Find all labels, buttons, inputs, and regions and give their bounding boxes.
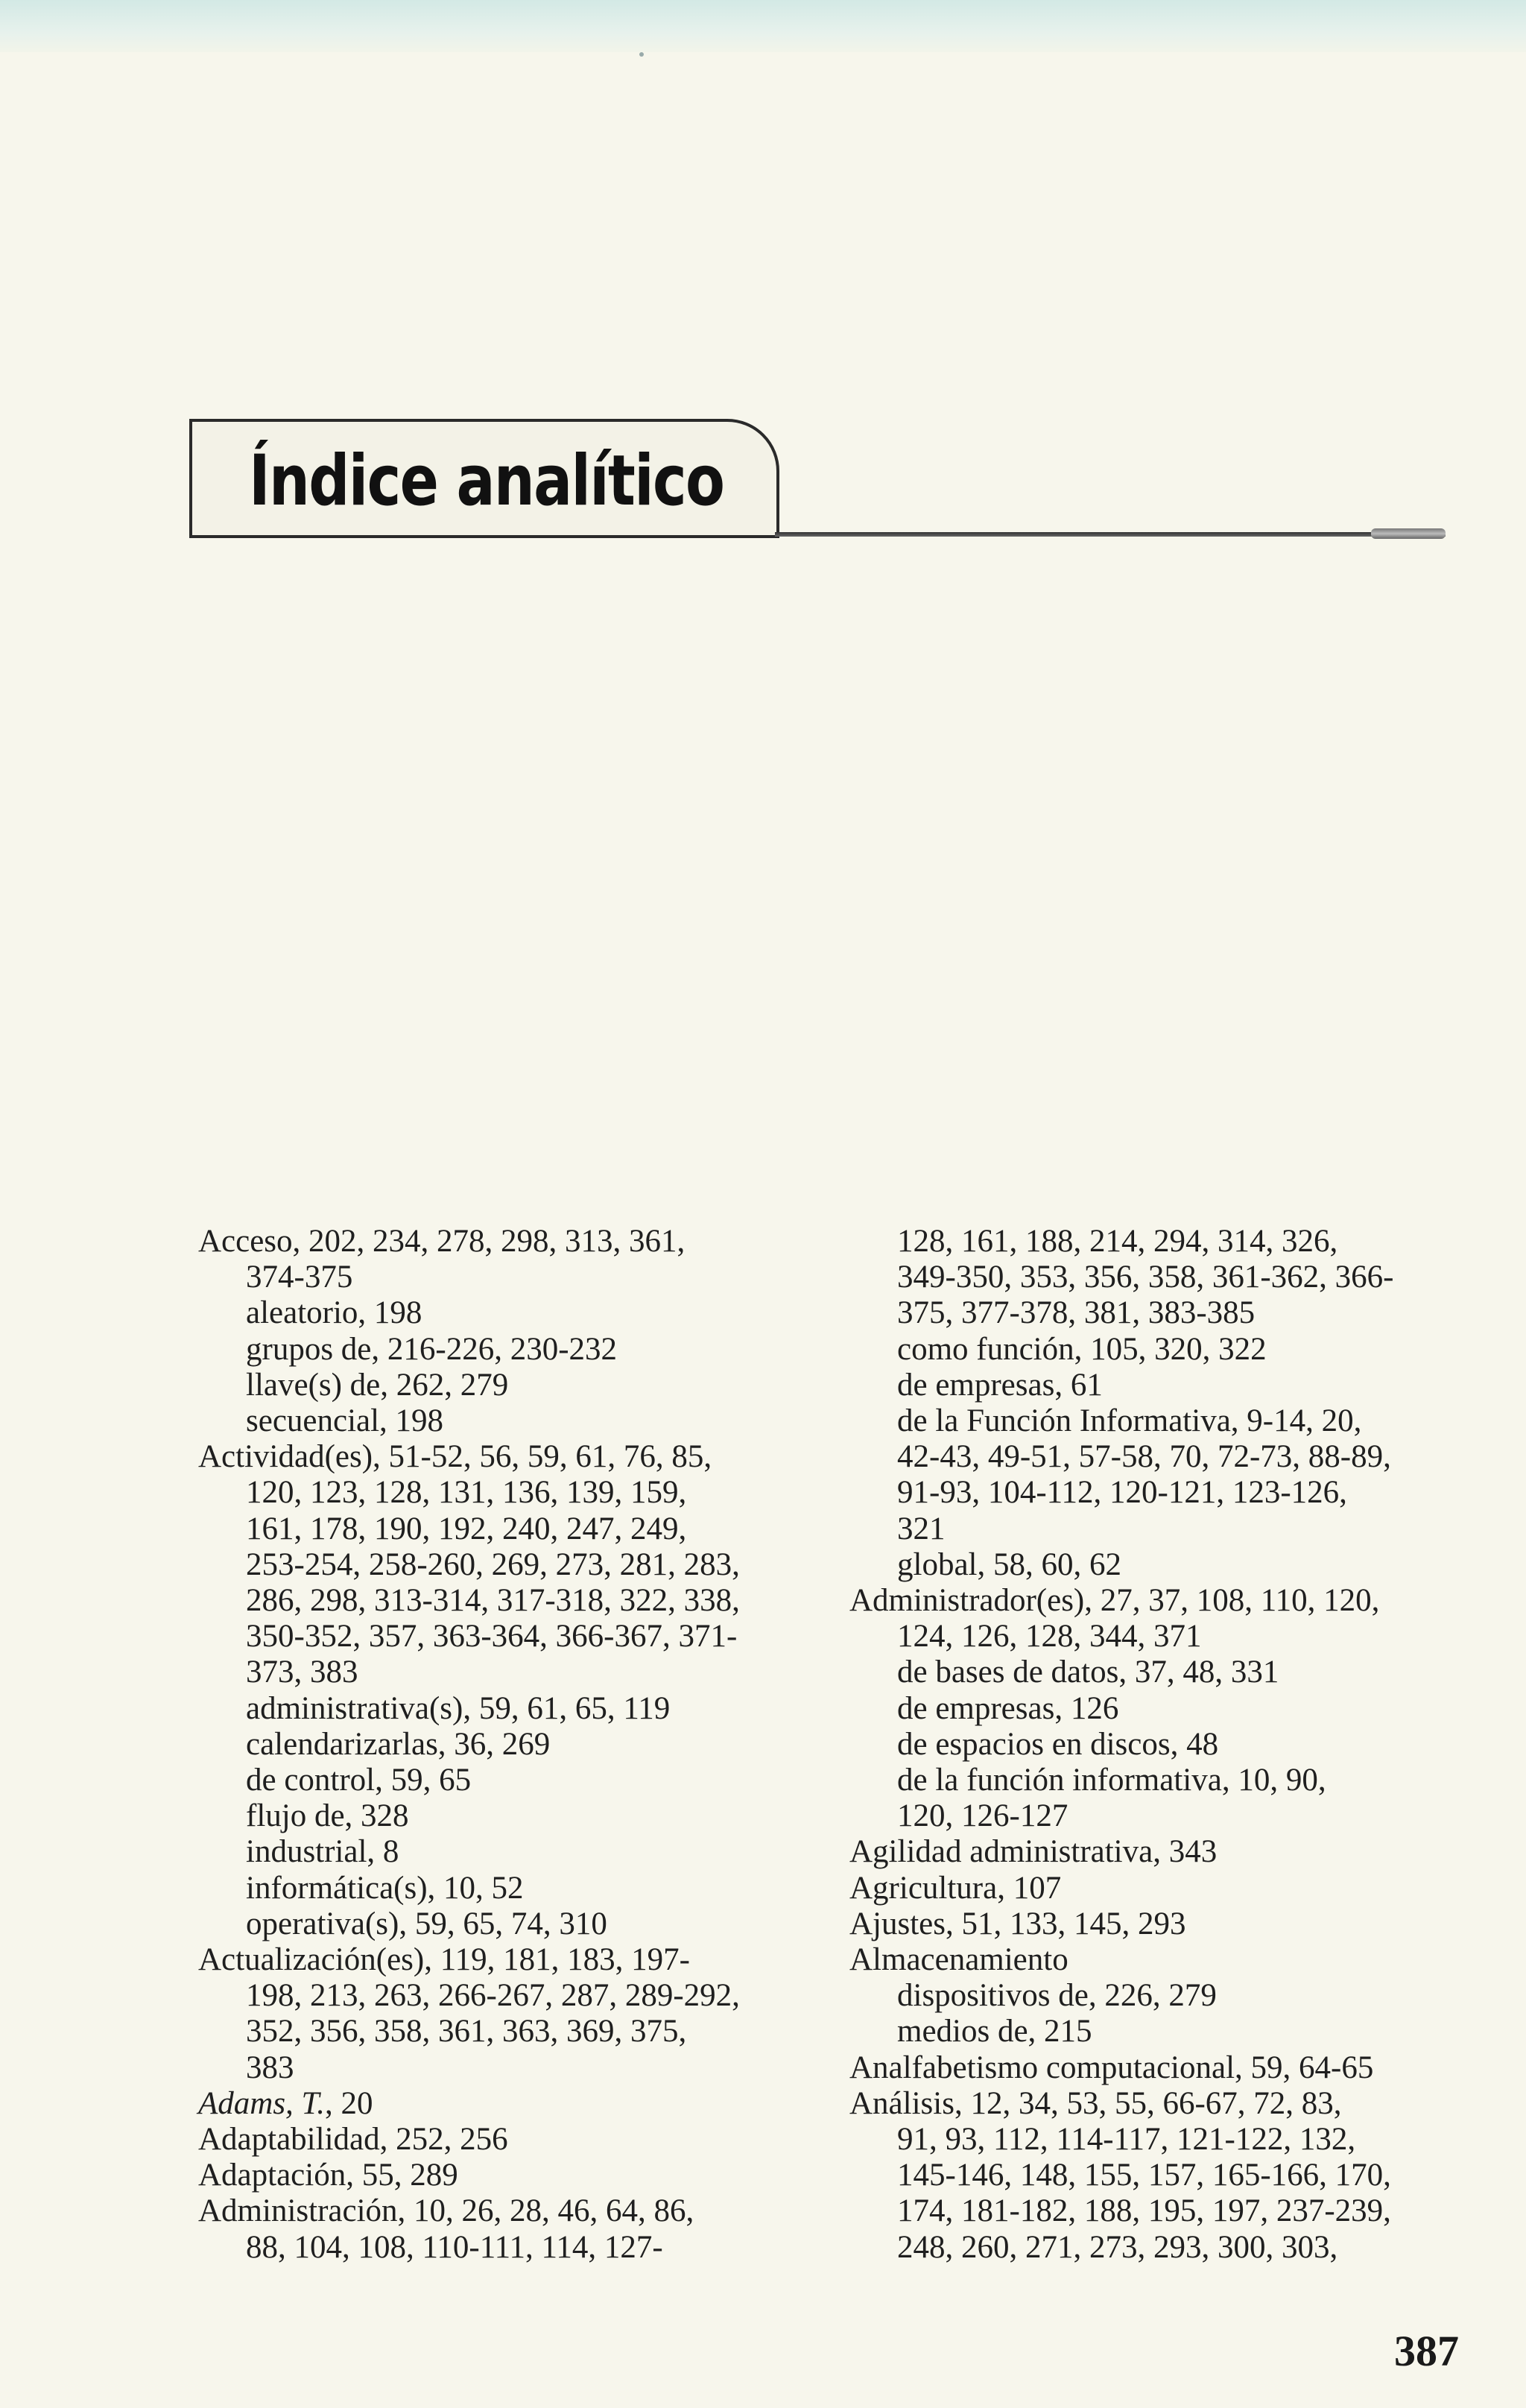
index-subentry: de bases de datos, 37, 48, 331	[897, 1655, 1279, 1690]
index-subentry: industrial, 8	[246, 1834, 399, 1870]
index-subentry: operativa(s), 59, 65, 74, 310	[246, 1906, 607, 1941]
index-subentry: global, 58, 60, 62	[897, 1546, 1121, 1582]
index-entry-continuation: 91-93, 104-112, 120-121, 123-126,	[897, 1475, 1347, 1511]
index-subentry: calendarizarlas, 36, 269	[246, 1726, 551, 1762]
index-entry: Análisis, 12, 34, 53, 55, 66-67, 72, 83,	[849, 2085, 1342, 2121]
index-subentry: de control, 59, 65	[246, 1763, 472, 1798]
index-entry-continuation: 120, 126-127	[897, 1798, 1068, 1834]
index-subentry: aleatorio, 198	[246, 1295, 422, 1331]
index-entry: Almacenamiento	[849, 1942, 1068, 1978]
index-subentry: administrativa(s), 59, 61, 65, 119	[246, 1690, 671, 1726]
index-subentry: de la función informativa, 10, 90,	[897, 1763, 1326, 1798]
index-entry-continuation: 248, 260, 271, 273, 293, 300, 303,	[897, 2229, 1338, 2265]
index-entry-continuation: 88, 104, 108, 110-111, 114, 127-	[246, 2229, 663, 2265]
page-number: 387	[1394, 2327, 1459, 2375]
index-entry-continuation: 374-375	[246, 1260, 353, 1295]
index-entry-continuation: 145-146, 148, 155, 157, 165-166, 170,	[897, 2158, 1391, 2193]
page-title: Índice analítico	[249, 440, 724, 522]
index-subentry: como función, 105, 320, 322	[897, 1331, 1267, 1367]
index-entry-continuation: 352, 356, 358, 361, 363, 369, 375,	[246, 2014, 687, 2050]
index-entry-continuation: 128, 161, 188, 214, 294, 314, 326,	[897, 1224, 1338, 1259]
index-entry-continuation: 375, 377-378, 381, 383-385	[897, 1295, 1256, 1331]
index-entry-continuation: 174, 181-182, 188, 195, 197, 237-239,	[897, 2193, 1391, 2229]
index-subentry: de la Función Informativa, 9-14, 20,	[897, 1403, 1362, 1439]
index-subentry: dispositivos de, 226, 279	[897, 1978, 1217, 2014]
index-subentry: de espacios en discos, 48	[897, 1726, 1219, 1762]
index-entry: Adaptación, 55, 289	[198, 2158, 458, 2193]
title-rule	[775, 532, 1446, 537]
scan-top-band	[0, 0, 1526, 52]
index-entry-continuation: 91, 93, 112, 114-117, 121-122, 132,	[897, 2122, 1356, 2158]
index-entry-continuation: 161, 178, 190, 192, 240, 247, 249,	[246, 1511, 687, 1546]
index-entry-continuation: 124, 126, 128, 344, 371	[897, 1619, 1202, 1655]
index-entry-continuation: 350-352, 357, 363-364, 366-367, 371-	[246, 1619, 738, 1655]
index-subentry: secuencial, 198	[246, 1403, 444, 1439]
index-entry: Ajustes, 51, 133, 145, 293	[849, 1906, 1186, 1941]
index-entry-pages: , 20	[325, 2085, 373, 2121]
index-column-left	[198, 1224, 809, 2266]
index-entry-author: Adams, T.	[198, 2085, 326, 2121]
index-entry-continuation: 253-254, 258-260, 269, 273, 281, 283,	[246, 1546, 740, 1582]
index-entry: Adaptabilidad, 252, 256	[198, 2122, 508, 2158]
index-entry-continuation: 286, 298, 313-314, 317-318, 322, 338,	[246, 1583, 740, 1619]
index-subentry: grupos de, 216-226, 230-232	[246, 1331, 618, 1367]
index-subentry: medios de, 215	[897, 2014, 1092, 2050]
index-entry: Agricultura, 107	[849, 1870, 1062, 1906]
index-entry-continuation: 383	[246, 2050, 294, 2085]
index-entry: Administración, 10, 26, 28, 46, 64, 86,	[198, 2193, 694, 2229]
index-entry: Actualización(es), 119, 181, 183, 197-	[198, 1942, 690, 1978]
index-subentry: de empresas, 126	[897, 1690, 1119, 1726]
index-entry: Actividad(es), 51-52, 56, 59, 61, 76, 85,	[198, 1439, 712, 1475]
title-rule-end	[1371, 528, 1446, 539]
index-entry-continuation: 349-350, 353, 356, 358, 361-362, 366-	[897, 1260, 1394, 1295]
index-entry-continuation: 321	[897, 1511, 946, 1546]
index-column-right	[849, 1224, 1460, 2266]
index-entry-continuation: 198, 213, 263, 266-267, 287, 289-292,	[246, 1978, 740, 2014]
scan-mark	[639, 52, 644, 57]
index-entry: Agilidad administrativa, 343	[849, 1834, 1218, 1870]
index-subentry: flujo de, 328	[246, 1798, 409, 1834]
index-subentry: llave(s) de, 262, 279	[246, 1367, 509, 1403]
index-entry	[198, 2086, 809, 2122]
index-entry-continuation: 42-43, 49-51, 57-58, 70, 72-73, 88-89,	[897, 1439, 1391, 1475]
index-entry-continuation: 120, 123, 128, 131, 136, 139, 159,	[246, 1475, 687, 1511]
index-entry-continuation: 373, 383	[246, 1655, 358, 1690]
index-entry: Acceso, 202, 234, 278, 298, 313, 361,	[198, 1224, 686, 1259]
index-entry: Analfabetismo computacional, 59, 64-65	[849, 2050, 1374, 2085]
index-subentry: de empresas, 61	[897, 1367, 1103, 1403]
index-subentry: informática(s), 10, 52	[246, 1870, 524, 1906]
index-entry: Administrador(es), 27, 37, 108, 110, 120,	[849, 1583, 1380, 1619]
